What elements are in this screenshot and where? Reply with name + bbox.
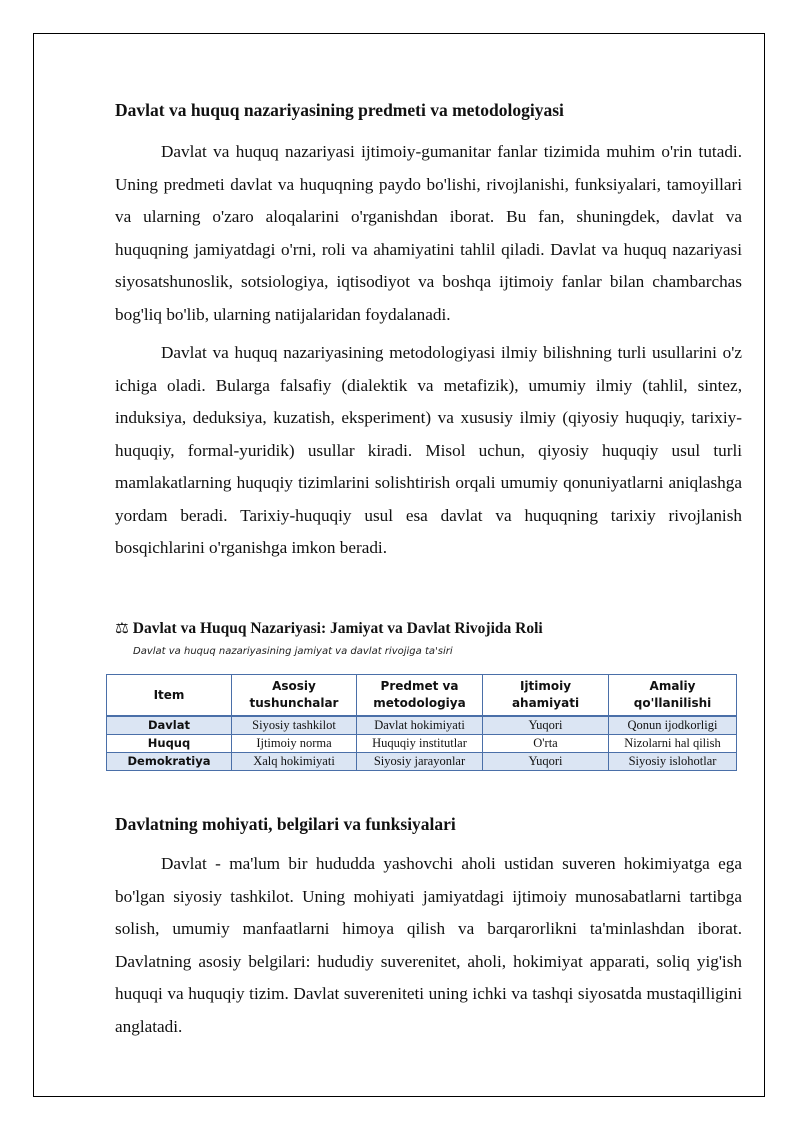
table-header-row (107, 675, 737, 717)
table-cell: Siyosiy tashkilot (232, 716, 357, 735)
table-row (107, 735, 737, 753)
table-cell: Siyosiy islohotlar (609, 753, 737, 771)
table-cell: Nizolarni hal qilish (609, 735, 737, 753)
table-cell: Qonun ijodkorligi (609, 716, 737, 735)
figure-title-row (115, 619, 742, 638)
table-cell: Ijtimoiy norma (232, 735, 357, 753)
table-header-amaliy: Amaliy qo'llanilishi (609, 675, 737, 717)
section-body-predmet (115, 136, 742, 565)
table-cell: Davlat (107, 716, 232, 735)
table-cell: Yuqori (483, 753, 609, 771)
table-cell: O'rta (483, 735, 609, 753)
table-cell: Siyosiy jarayonlar (357, 753, 483, 771)
table-header-predmet: Predmet va metodologiya (357, 675, 483, 717)
table-cell: Davlat hokimiyati (357, 716, 483, 735)
summary-table-wrap (106, 674, 737, 771)
figure-subtitle: Davlat va huquq nazariyasining jamiyat va davlat rivojiga ta'siri (133, 646, 453, 657)
paragraph-mohiyat: Davlat - ma'lum bir hududda yashovchi aholi ustidan suveren hokimiyatga ega bo'lgan siyosiy tashkilot. Uning mohiyati jamiyatdagi ijtimoiy munosabatlarni tartibga solish, umumiy manfaatlarni himoya qilish va barqarorlikni ta'minlashdan iborat. Davlatning asosiy belgilari: hududiy suverenitet, aholi, hokimiyat apparati, soliq yig'ish huquqi va huquqiy tizim. Davlat suvereniteti uning ichki va tashqi siyosatda mustaqilligini anglatadi. (115, 854, 742, 1036)
section-heading-predmet: Davlat va huquq nazariyasining predmeti va metodologiyasi (115, 100, 564, 120)
paragraph-metodologiya: Davlat va huquq nazariyasining metodologiyasi ilmiy bilishning turli usullarini o'z ichiga oladi. Bularga falsafiy (dialektik va metafizik), umumiy ilmiy (tahlil, sintez, induksiya, deduksiya, kuzatish, eksperiment) va xususiy ilmiy (qiyosiy huquqiy, tarixiy-huquqiy, formal-yuridik) usullar kiradi. Misol uchun, qiyosiy huquqiy usul turli mamlakatlarning huquqiy tizimlarini solishtirish orqali umumiy qonuniyatlarni aniqlashga yordam beradi. Tarixiy-huquqiy usul esa davlat va huquqning tarixiy rivojlanish bosqichlarini o'rganishga imkon beradi. (115, 343, 742, 557)
table-cell: Demokratiya (107, 753, 232, 771)
section-body-mohiyat (115, 848, 742, 1043)
table-header-ijtimoiy: Ijtimoiy ahamiyati (483, 675, 609, 717)
table-row (107, 716, 737, 735)
balance-scale-icon: ⚖ (115, 619, 129, 637)
table-cell: Huquqiy institutlar (357, 735, 483, 753)
table-cell: Huquq (107, 735, 232, 753)
table-cell: Yuqori (483, 716, 609, 735)
table-header-item: Item (107, 675, 232, 717)
figure-title: Davlat va Huquq Nazariyasi: Jamiyat va Davlat Rivojida Roli (132, 620, 543, 637)
table-row (107, 753, 737, 771)
summary-table (106, 674, 737, 771)
paragraph-predmet: Davlat va huquq nazariyasi ijtimoiy-gumanitar fanlar tizimida muhim o'rin tutadi. Uning predmeti davlat va huquqning paydo bo'lishi, rivojlanishi, funksiyalari, tamoyillari va ularning o'zaro aloqalarini o'rganishdan iborat. Bu fan, shuningdek, davlat va huquqning jamiyatdagi o'rni, roli va ahamiyatini tahlil qiladi. Davlat va huquq nazariyasi siyosatshunoslik, sotsiologiya, iqtisodiyot va boshqa ijtimoiy fanlar bilan chambarchas bog'liq bo'lib, ularning natijalaridan foydalanadi. (115, 142, 742, 324)
figure-header (115, 619, 742, 657)
table-cell: Xalq hokimiyati (232, 753, 357, 771)
table-header-asosiy: Asosiy tushunchalar (232, 675, 357, 717)
section-heading-mohiyat: Davlatning mohiyati, belgilari va funksiyalari (115, 814, 456, 834)
